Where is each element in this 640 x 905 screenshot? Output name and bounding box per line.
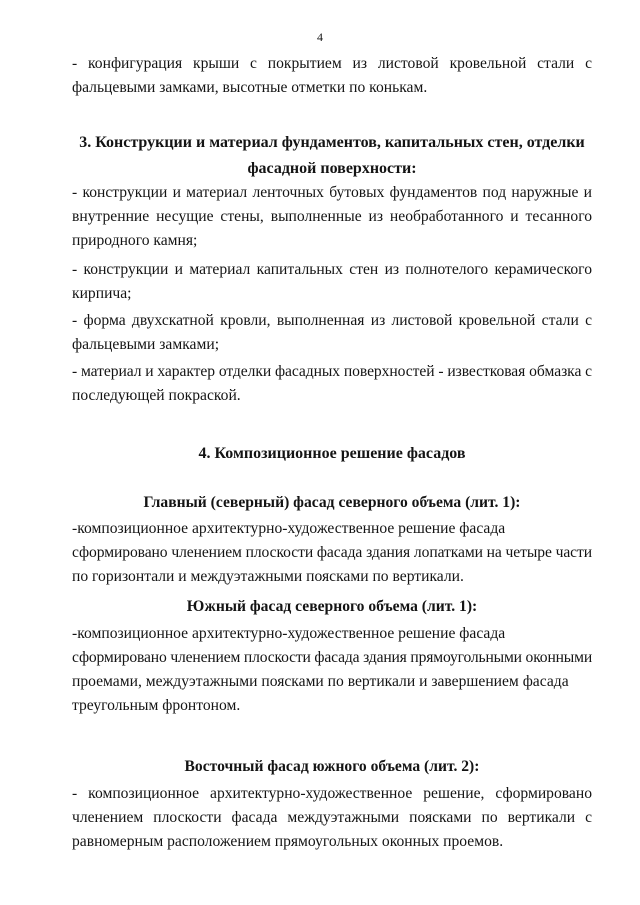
text-line: по горизонтали и междуэтажными поясками по вертикали.	[72, 568, 464, 585]
facade-block-3-text	[72, 782, 592, 854]
text-line: - материал и характер отделки фасадных поверхностей - известковая обмазка с	[72, 363, 592, 380]
text-line: - конфигурация крыши с покрытием из листовой кровельной стали с	[72, 55, 592, 72]
section-3-item-2	[72, 258, 592, 306]
text-line: - конструкции и материал ленточных бутовых фундаментов под наружные и	[72, 184, 592, 201]
text-line: треугольным фронтоном.	[72, 697, 241, 714]
section-3-item-3	[72, 309, 592, 357]
text-line: сформировано членением плоскости фасада здания лопатками на четыре части	[72, 544, 592, 561]
text-line: внутренние несущие стены, выполненные из необработанного и тесанного	[72, 208, 592, 225]
intro-paragraph	[72, 52, 592, 100]
text-line: сформировано членением плоскости фасада здания прямоугольными оконными	[72, 649, 592, 666]
text-line: последующей покраской.	[72, 387, 241, 404]
section-3-item-4	[72, 360, 592, 408]
text-line: - композиционное архитектурно-художественное решение, сформировано	[72, 785, 592, 802]
text-line: фальцевыми замками, высотные отметки по конькам.	[72, 79, 428, 96]
text-line: - конструкции и материал капитальных стен из полнотелого керамического	[72, 261, 592, 278]
heading-line: фасадной поверхности:	[247, 160, 417, 177]
section-4-heading: 4. Композиционное решение фасадов	[198, 445, 466, 462]
text-line: -композиционное архитектурно-художественное решение фасада	[72, 520, 506, 537]
text-line: фальцевыми замками;	[72, 336, 220, 353]
facade-block-1-title: Главный (северный) фасад северного объема (лит. 1):	[143, 494, 521, 511]
facade-block-2-title: Южный фасад северного объема (лит. 1):	[186, 598, 478, 615]
facade-block-1-text	[72, 517, 592, 589]
text-line: - форма двухскатной кровли, выполненная из листовой кровельной стали с	[72, 312, 592, 329]
facade-block-2-text	[72, 622, 592, 718]
text-line: кирпича;	[72, 285, 132, 302]
section-3-item-1	[72, 181, 592, 253]
text-line: членением плоскости фасада междуэтажными поясками по вертикали с	[72, 809, 592, 826]
text-line: равномерным расположением прямоугольных оконных проемов.	[72, 833, 504, 850]
section-3-heading	[72, 130, 592, 182]
page-number: 4	[317, 30, 323, 44]
heading-line: 3. Конструкции и материал фундаментов, капитальных стен, отделки	[79, 134, 585, 151]
facade-block-3-title: Восточный фасад южного объема (лит. 2):	[184, 758, 480, 775]
text-line: природного камня;	[72, 232, 198, 249]
text-line: -композиционное архитектурно-художественное решение фасада	[72, 625, 506, 642]
text-line: проемами, междуэтажными поясками по вертикали и завершением фасада	[72, 673, 569, 690]
